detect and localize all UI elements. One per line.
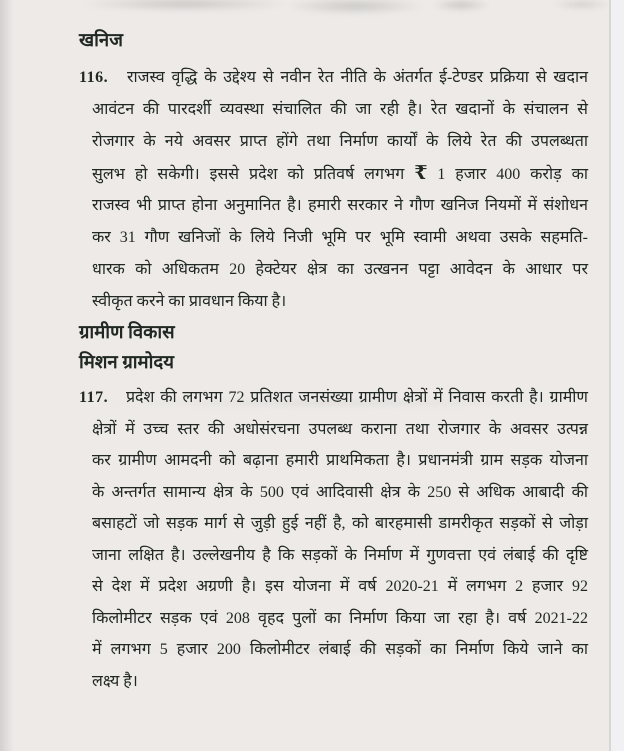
bleed-through-artifact [552,0,612,11]
section-heading-minerals: खनिज [79,31,123,51]
bleed-through-artifact [432,0,490,12]
section-heading-mission-gramoday: मिशन ग्रामोदय [79,353,174,373]
paragraph-line: में लगभग 5 हजार 200 किलोमीटर लंबाई की सड़कों का निर्माण किये जाने का [92,641,588,658]
paragraph-line-text: सुलभ हो सकेगी। इससे प्रदेश को प्रतिवर्ष लगभग [92,166,405,183]
paragraph-117 [79,382,588,697]
paragraph-line-text: प्रदेश की लगभग 72 प्रतिशत जनसंख्या ग्रामीण क्षेत्रों में निवास करती है। ग्रामीण [125,389,588,406]
paragraph-line-text: राजस्व वृद्धि के उद्देश्य से नवीन रेत नीति के अंतर्गत ई-टेण्डर प्रक्रिया से खदान [126,69,588,86]
bleed-through-artifact [285,0,425,15]
paragraph-line: जाना लक्षित है। उल्लेखनीय है कि सड़कों के निर्माण में गुणवत्ता एवं लंबाई की दृष्टि [92,546,588,564]
rupee-symbol: ₹ [414,163,428,184]
paragraph-number-116: 116. [79,69,109,86]
paragraph-line: लक्ष्य है। [92,672,138,690]
paragraph-line: कर 31 गौण खनिजों के लिये निजी भूमि पर भूमि स्वामी अथवा उसके सहमति- [92,229,588,246]
bleed-through-artifact [80,0,290,12]
paragraph-116 [79,62,588,318]
paragraph-line [79,382,588,414]
paragraph-line: के अन्तर्गत सामान्य क्षेत्र के 500 एवं आदिवासी क्षेत्र के 250 से अधिक आबादी की [92,483,588,501]
paragraph-line: कर ग्रामीण आमदनी को बढ़ाना हमारी प्राथमिकता है। प्रधानमंत्री ग्राम सड़क योजना [92,452,588,469]
paragraph-line: क्षेत्रों में उच्च स्तर की अधोसंरचना उपलब्ध कराना तथा रोजगार के अवसर उत्पन्न [92,420,588,438]
paragraph-number-117: 117. [79,389,109,406]
section-heading-rural-development: ग्रामीण विकास [79,323,175,343]
scan-shadow-left [0,0,14,751]
paragraph-line: बसाहटों जो सड़क मार्ग से जुड़ी हुई नहीं है, को बारहमासी डामरीकृत सड़कों से जोड़ा [92,515,588,532]
paragraph-line: से देश में प्रदेश अग्रणी है। इस योजना में वर्ष 2020-21 में लगभग 2 हजार 92 [92,578,588,595]
document-content [79,24,588,697]
paragraph-line [92,158,588,190]
paragraph-line: राजस्व भी प्राप्त होना अनुमानित है। हमारी सरकार ने गौण खनिज नियमों में संशोधन [92,197,588,214]
paragraph-line-text: 1 हजार 400 करोड़ का [437,166,589,183]
paragraph-line: रोजगार के नये अवसर प्राप्त होंगे तथा निर्माण कार्यों के लिये रेत की उपलब्धता [92,133,588,150]
paragraph-line: स्वीकृत करने का प्रावधान किया है। [92,293,287,310]
page-edge-right [609,0,624,751]
paragraph-line: धारक को अधिकतम 20 हेक्टेयर क्षेत्र का उत्खनन पट्टा आवेदन के आधार पर [92,261,588,278]
paragraph-line: आवंटन की पारदर्शी व्यवस्था संचालित की जा रही है। रेत खदानों के संचालन से [92,101,588,118]
paragraph-line: किलोमीटर सड़क एवं 208 वृहद पुलों का निर्माण किया जा रहा है। वर्ष 2021-22 [92,609,588,627]
paragraph-line [79,62,588,94]
